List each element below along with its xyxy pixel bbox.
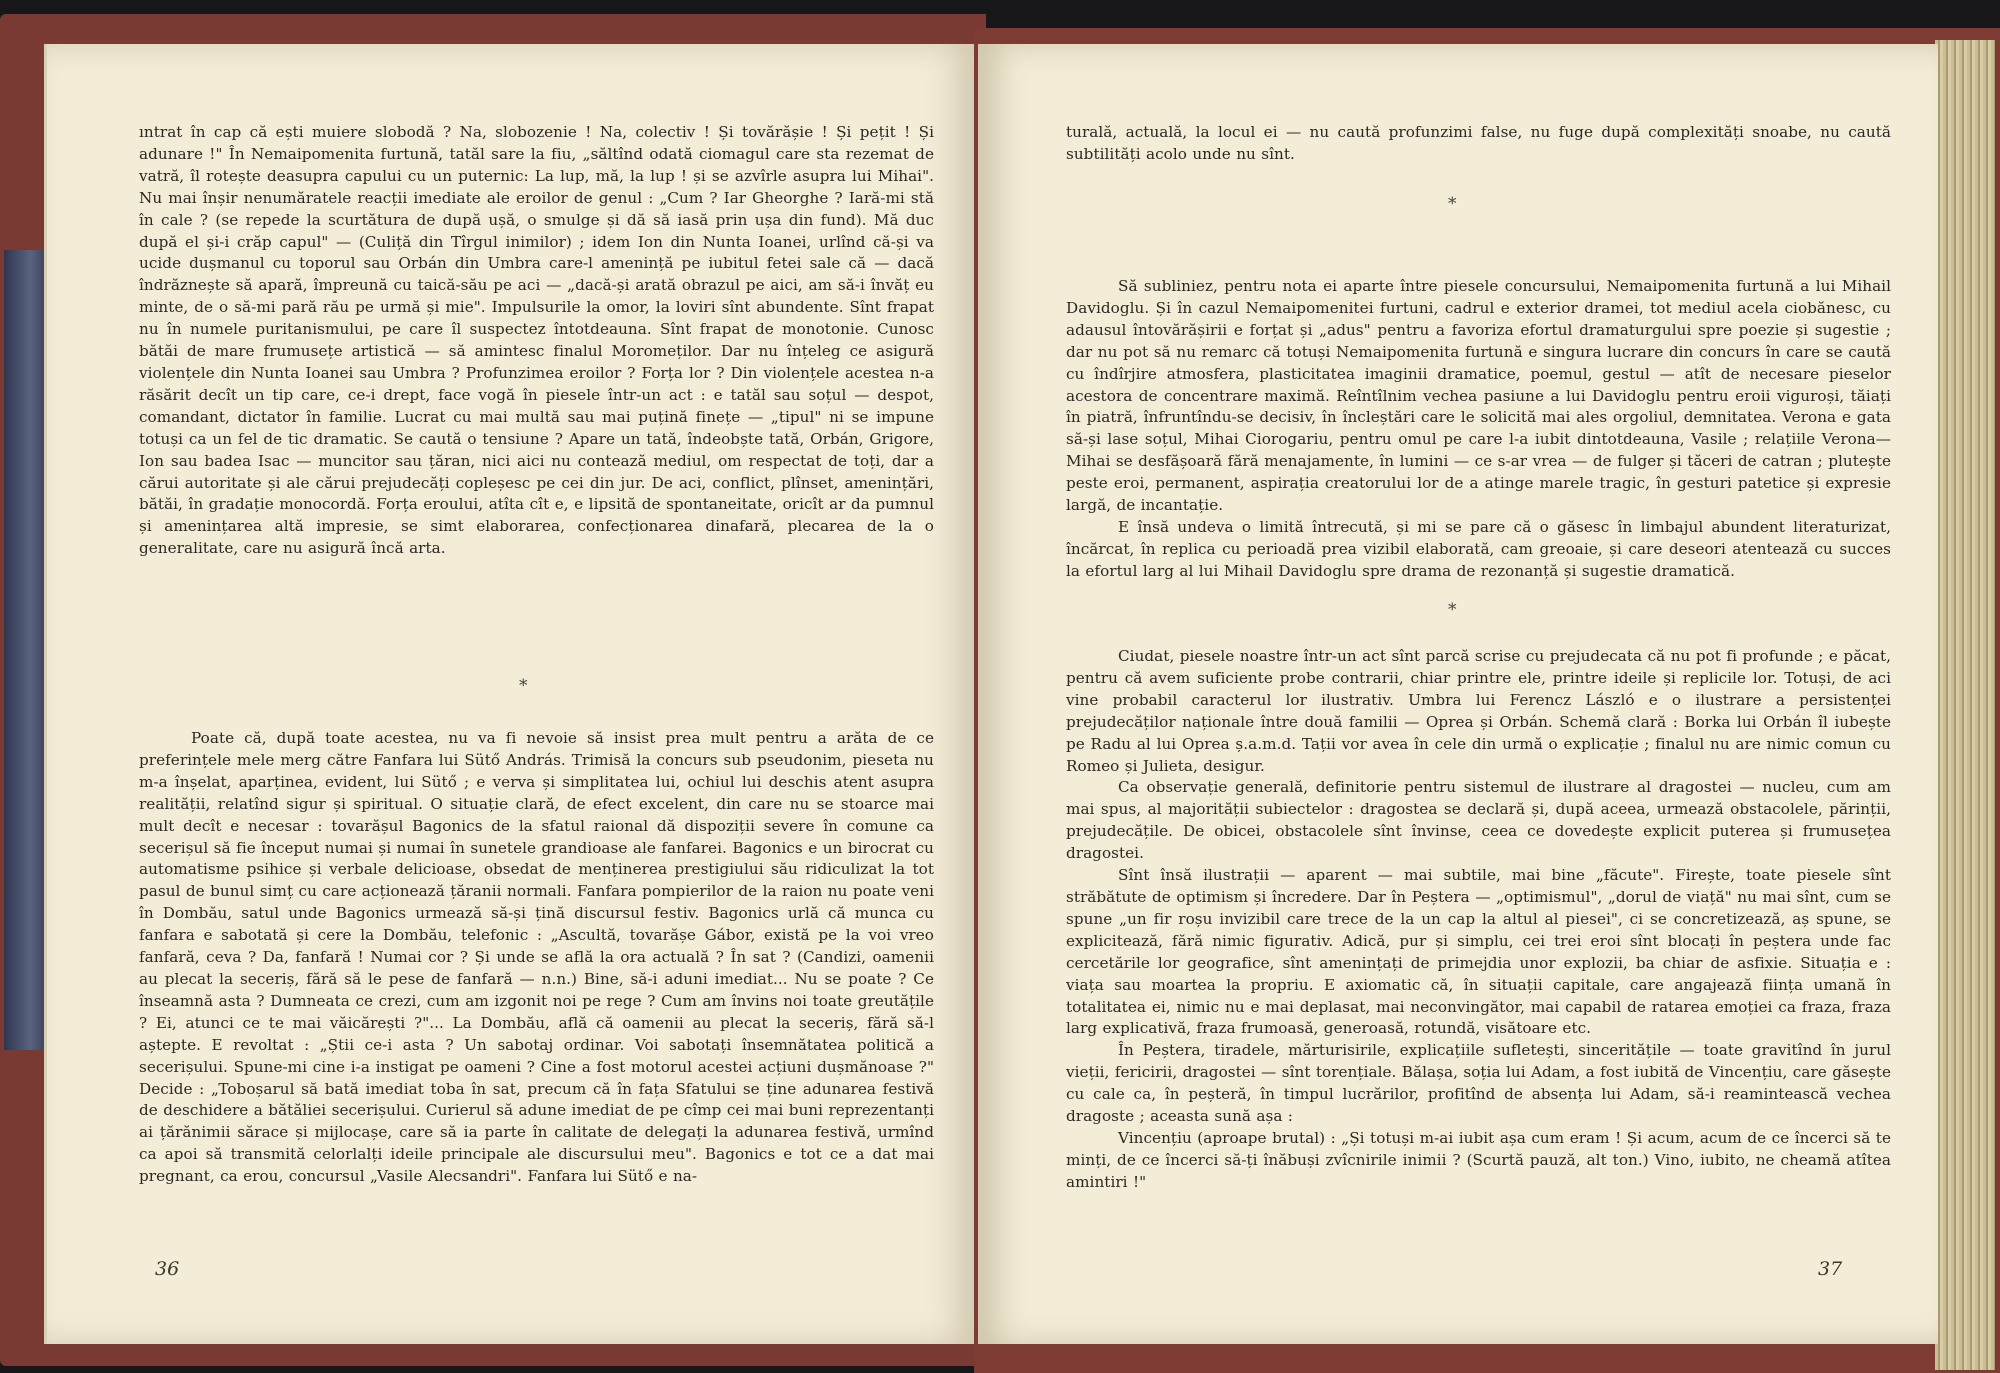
paragraph: turală, actuală, la locul ei — nu caută profunzimi false, nu fuge după complexități snoabe, nu caută subtilități acolo unde nu sînt. (1066, 123, 1891, 163)
paragraph: Ca observație generală, definitorie pentru sistemul de ilustrare al dragostei — nucleu, cum am mai spus, al majorității subiectelor : dragostea se declară și, după aceea, urmează obstacolele, părinții, prejudecățile. De obicei, obstacolele sînt învinse, ceea ce dovedește explicit puterea și frumusețea dragostei. (1066, 778, 1891, 863)
paragraph: În Peștera, tiradele, mărturisirile, explicațiile sufletești, sinceritățile — toate gravitînd în jurul vieții, fericirii, dragostei — sînt torențiale. Bălașa, soția lui Adam, a fost iubită de Vincențiu, care găsește cu cale ca, în peșteră, în timpul lucrărilor, profitînd de absența lui Adam, să-i reamintească vechea dragoste ; aceasta sună așa : (1066, 1041, 1891, 1126)
paragraph: Poate că, după toate acestea, nu va fi nevoie să insist prea mult pentru a arăta de ce preferințele mele merg către Fanfara lui Sütő András. Trimisă la concurs sub pseudonim, pieseta nu m-a înșelat, aparținea, evident, lui Sütő ; e verva și simplitatea lui, ochiul lui deschis atent asupra realității, relatînd sigur și spiritual. O situație clară, de efect excelent, din care nu se stoarce mai mult decît e necesar : tovarășul Bagonics de la sfatul raional dă dispoziții severe în comune ca secerișul să fie început numai și numai în sunetele grandioase ale fanfarei. Bagonics e un birocrat cu automatisme psihice și verbale delicioase, obsedat de menținerea prestigiului său ridiculizat la tot pasul de bunul simț cu care acționează țăranii normali. Fanfara pompierilor de la raion nu poate veni în Dombău, satul unde Bagonics urmează să-și țină discursul festiv. Bagonics urlă că munca cu fanfara e sabotată și cere la Dombău, telefonic : „Ascultă, tovarășe Gábor, există pe la voi vreo fanfară, ceva ? Da, fanfară ! Numai cor ? Și unde se află la ora actuală ? În sat ? (Candizi, oamenii au plecat la seceriș, fără să le pese de fanfară — n.n.) Bine, să-i aduni imediat... Nu se poate ? Ce înseamnă asta ? Dumneata ce crezi, cum am izgonit noi pe rege ? Cum am învins noi toate greutățile ? Ei, atunci ce te mai văicărești ?"... La Dombău, află că oamenii au plecat la seceriș, fără să-l aștepte. E revoltat : „Știi ce-i asta ? Un sabotaj ordinar. Voi sabotați însemnătatea politică a secerișului. Spune-mi cine i-a instigat pe oameni ? Cine a fost motorul acestei acțiuni dușmănoase ?" Decide : „Toboșarul să bată imediat toba în sat, precum că în fața Sfatului se ține adunarea festivă de deschidere a bătăliei secerișului. Curierul să adune imediat de pe cîmp cei mai buni reprezentanți ai țărănimii sărace și mijlocașe, care să ia parte în calitate de delegați la adunarea festivă, urmînd ca apoi să transmită celorlalți ideile principale ale discursului meu". Bagonics e tot ce a dat mai pregnant, ca erou, concursul „Vasile Alecsandri". Fanfara lui Sütő e na- (139, 729, 934, 1186)
section-separator: * (1448, 194, 1457, 214)
left-page-text-bottom (139, 728, 934, 1188)
paragraph: Ciudat, piesele noastre într-un act sînt parcă scrise cu prejudecata că nu pot fi profunde ; e păcat, pentru că avem suficiente probe contrarii, chiar printre ele, printre ideile și replicile lor. Totuși, de aci vine probabil caracterul lor ilustrativ. Umbra lui Ferencz László e o ilustrare a persistenței prejudecăților naționale între două familii — Oprea și Orbán. Schemă clară : Borka lui Orbán îl iubește pe Radu al lui Oprea ș.a.m.d. Tații vor avea în cele din urmă o explicație ; finalul nu are nimic comun cu Romeo și Julieta, desigur. (1066, 647, 1891, 775)
right-page-text-middle (1066, 276, 1891, 583)
paragraph: Să subliniez, pentru nota ei aparte între piesele concursului, Nemaipomenita furtună a lui Mihail Davidoglu. Și în cazul Nemaipomenitei furtuni, cadrul e exterior dramei, tot mediul acela ciobănesc, cu adausul întovărășirii e forțat și „adus" pentru a favoriza efortul dramaturgului spre poezie și sugestie ; dar nu pot să nu remarc că totuși Nemaipomenita furtună e singura lucrare din concurs în care se caută cu îndîrjire atmosfera, plasticitatea imaginii dramatice, poemul, gestul — atît de necesare pieselor acestora de concentrare maximă. Reîntîlnim vechea pasiune a lui Davidoglu pentru eroii viguroși, tăiați în piatră, înfruntîndu-se decisiv, în încleștări care le solicită mai ales orgoliul, demnitatea. Verona e gata să-și lase soțul, Mihai Ciorogariu, pentru omul pe care l-a iubit dintotdeauna, Vasile ; relațiile Verona—Mihai se desfășoară fără menajamente, în lumini — ce s-ar vrea — de fulger și tăceri de catran ; plutește peste eroi, permanent, aspirația creatorului lor de a atinge marele tragic, în gesturi patetice și expresie largă, de incantație. (1066, 277, 1891, 515)
right-page-text-bottom (1066, 646, 1891, 1194)
left-page (44, 44, 974, 1344)
page-number: 37 (1818, 1258, 1843, 1280)
paragraph: ıntrat în cap că ești muiere slobodă ? Na, slobozenie ! Na, colectiv ! Și tovărășie ! Și pețit ! Și adunare !" În Nemaipomenita furtună, tatăl sare la fiu, „săltînd odată ciomagul care sta rezemat de vatră, îl rotește deasupra capului cu un puternic: La lup, mă, la lup ! și se azvîrle asupra lui Mihai". Nu mai înșir nenumăratele reacții imediate ale eroilor de genul : „Cum ? Iar Gheorghe ? Iară-mi stă în cale ? (se repede la scurtătura de după ușă, o smulge și dă să iasă prin ușa din fund). Mă duc după el și-i crăp capul" — (Culiță din Tîrgul inimilor) ; idem Ion din Nunta Ioanei, urlînd că-și va ucide dușmanul cu toporul sau Orbán din Umbra care-l amenință pe iubitul fetei sale că — dacă îndrăznește să apară, împreună cu taică-său pe aci — „dacă-și arată obrazul pe aici, am să-i învăț eu minte, de o să-mi pară rău pe urmă și mie". Impulsurile la omor, la loviri sînt abundente. Sînt frapat nu în numele puritanismului, pe care îl suspectez întotdeauna. Sînt frapat de monotonie. Cunosc bătăi de mare frumusețe artistică — să amintesc finalul Moromeților. Dar nu înțeleg ce asigură violențele din Nunta Ioanei sau Umbra ? Profunzimea eroilor ? Forța lor ? Din violențele acestea n-a răsărit decît un tip care, ce-i drept, face vogă în piesele într-un act : e tatăl sau soțul — despot, comandant, dictator în familie. Lucrat cu mai multă sau mai puțină finețe — „tipul" ni se impune totuși ca un fel de tic dramatic. Se caută o tensiune ? Apare un tată, îndeobște tată, Orbán, Grigore, Ion sau badea Isac — muncitor sau țăran, nici aici nu contează mediul, om respectat de toți, dar a cărui autoritate și ale cărui prejudecăți copleșesc pe cei din jur. De aci, conflict, plînset, amenințări, bătăi, în gradație monocordă. Forța eroului, atîta cît e, e lipsită de spontaneitate, oricît ar da pumnul și amenințarea altă impresie, se simt elaborarea, confecționarea dinafară, plecarea de la o generalitate, care nu asigură încă arta. (139, 123, 934, 558)
left-page-text-top (139, 122, 934, 560)
paragraph: Vincențiu (aproape brutal) : „Și totuși m-ai iubit așa cum eram ! Și acum, acum de ce încerci să te minți, de ce încerci să-ți înăbuși zvîcnirile inimii ? (Scurtă pauză, alt ton.) Vino, iubito, ne cheamă atîtea amintiri !" (1066, 1128, 1891, 1191)
page-number: 36 (155, 1258, 180, 1280)
cover-endpaper-strip (4, 250, 48, 1050)
right-page-text-top (1066, 122, 1891, 166)
section-separator: * (1448, 600, 1457, 620)
right-page (978, 44, 1938, 1344)
section-separator: * (519, 676, 528, 696)
paragraph: E însă undeva o limită întrecută, și mi se pare că o găsesc în limbajul abundent literaturizat, încărcat, în replica cu perioadă prea vizibil elaborată, cam greoaie, și care deseori atentează cu succes la efortul larg al lui Mihail Davidoglu spre drama de rezonanță și sugestie dramatică. (1066, 517, 1891, 580)
paragraph: Sînt însă ilustrații — aparent — mai subtile, mai bine „făcute". Firește, toate piesele sînt străbătute de optimism și încredere. Dar în Peștera — „optimismul", „dorul de viață" nu mai sînt, cum se spune „un fir roșu invizibil care trece de la un cap la altul al piesei", ci se concretizează, aș spune, se explicitează, fără nimic figurativ. Adică, pur și simplu, cei trei eroi sînt blocați în peștera unde fac cercetările lor geografice, sînt amenințați de primejdia unor explozii, ba chiar de asfixie. Situația e : viața sau moartea la propriu. E axiomatic că, în situații capitale, care angajează ființa umană în totalitatea ei, nimic nu e mai deplasat, mai neconvingător, mai capabil de ratarea emoției ca fraza, fraza larg explicativă, fraza frumoasă, generoasă, rotundă, visătoare etc. (1066, 866, 1891, 1038)
page-edges (1935, 40, 1995, 1370)
